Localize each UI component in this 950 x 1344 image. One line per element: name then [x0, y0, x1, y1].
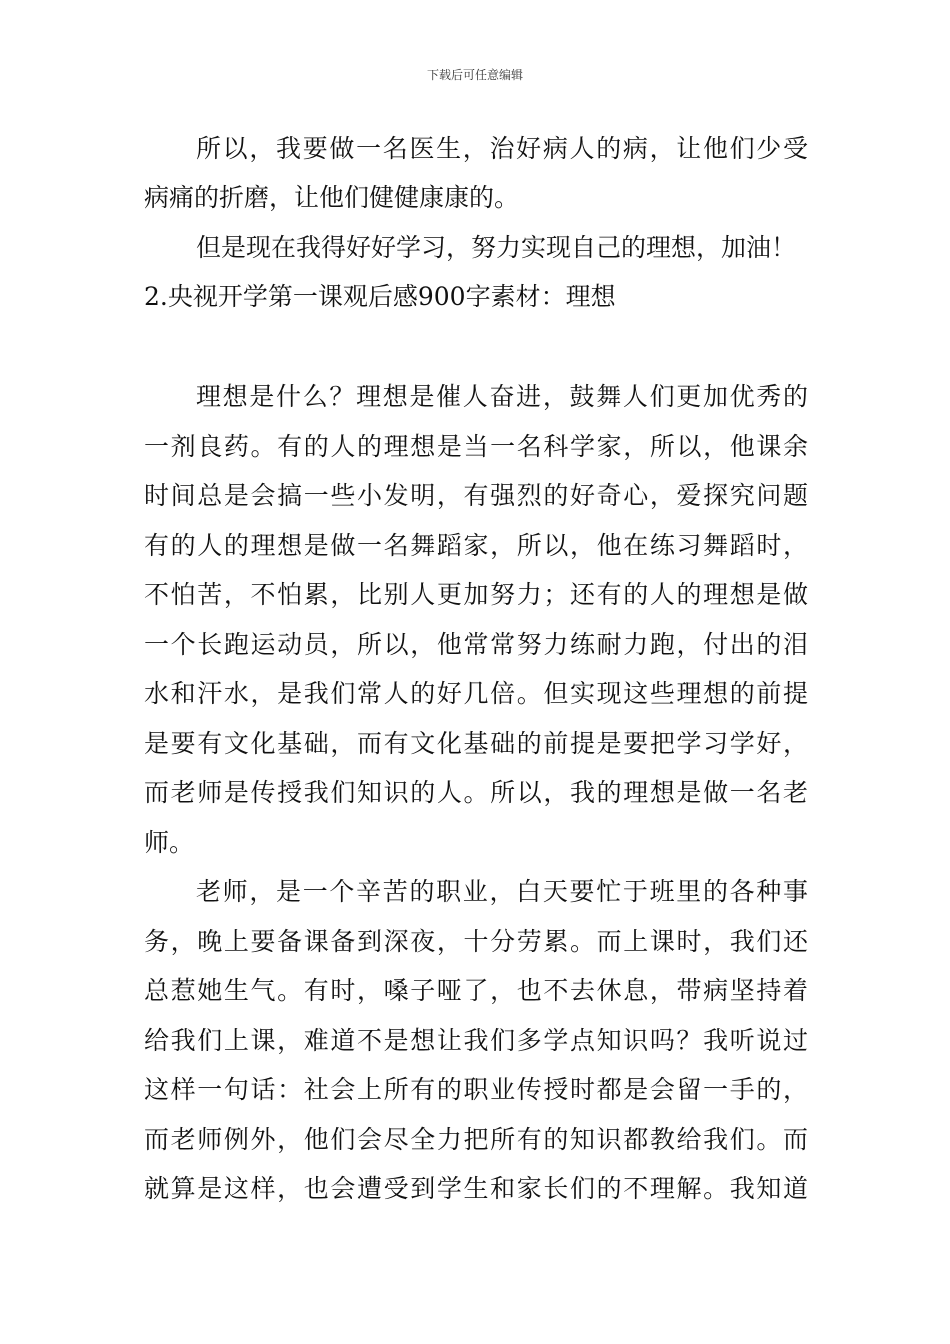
- text-line: 这样一句话：社会上所有的职业传授时都是会留一手的，: [144, 1075, 808, 1104]
- text-line: 老师，是一个辛苦的职业，白天要忙于班里的各种事: [196, 877, 808, 906]
- text-line: 就算是这样，也会遭受到学生和家长们的不理解。我知道: [144, 1174, 808, 1203]
- text-line: 务，晚上要备课备到深夜，十分劳累。而上课时，我们还: [144, 927, 808, 956]
- text-line: 给我们上课，难道不是想让我们多学点知识吗？我听说过: [144, 1026, 808, 1055]
- text-line: 所以，我要做一名医生，治好病人的病，让他们少受: [196, 134, 808, 163]
- text-line: 一个长跑运动员，所以，他常常努力练耐力跑，付出的泪: [144, 630, 808, 659]
- text-line: 有的人的理想是做一名舞蹈家，所以，他在练习舞蹈时，: [144, 531, 808, 560]
- text-line: 而老师是传授我们知识的人。所以，我的理想是做一名老: [144, 778, 808, 807]
- page-header: 下载后可任意编辑: [426, 68, 523, 82]
- text-line: 水和汗水，是我们常人的好几倍。但实现这些理想的前提: [144, 679, 808, 708]
- text-line: 而老师例外，他们会尽全力把所有的知识都教给我们。而: [144, 1125, 808, 1154]
- section-heading: 2.央视开学第一课观后感900字素材：理想: [144, 282, 616, 311]
- text-line: 病痛的折磨，让他们健健康康的。: [144, 183, 520, 212]
- text-line: 一剂良药。有的人的理想是当一名科学家，所以，他课余: [144, 432, 808, 461]
- text-line: 师。: [144, 828, 195, 857]
- text-line: 不怕苦，不怕累，比别人更加努力；还有的人的理想是做: [144, 580, 808, 609]
- text-line: 是要有文化基础，而有文化基础的前提是要把学习学好，: [144, 729, 808, 758]
- text-line: 但是现在我得好好学习，努力实现自己的理想，加油！: [196, 233, 797, 262]
- text-line: 总惹她生气。有时，嗓子哑了，也不去休息，带病坚持着: [144, 976, 808, 1005]
- text-line: 理想是什么？理想是催人奋进，鼓舞人们更加优秀的: [196, 382, 808, 411]
- text-line: 时间总是会搞一些小发明，有强烈的好奇心，爱探究问题: [144, 481, 808, 510]
